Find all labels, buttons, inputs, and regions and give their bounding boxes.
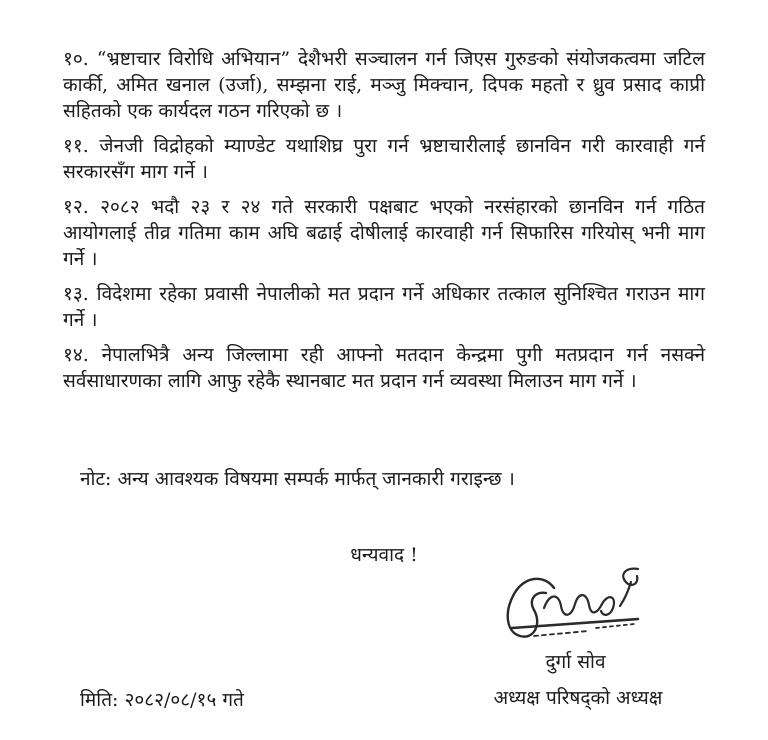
signature-underline [512,619,638,628]
signature-stroke [601,597,614,615]
paragraph-14: १४. नेपालभित्रै अन्य जिल्लामा रही आफ्नो मतदान केन्द्रमा पुगी मतप्रदान गर्न नसक्ने सर्वसाधारणका लागि आफु रहेकै स्थानबाट मत प्रदान गर्न व्यवस्था मिलाउन माग गर्ने । [63,344,705,392]
signatory-name: दुर्गा सोव [545,651,606,673]
document-body [63,46,705,403]
signature-dashes [534,631,588,636]
paragraph-10: १०. “भ्रष्टाचार विरोधि अभियान” देशैभरी सञ्चालन गर्न जिएस गुरुङको संयोजकत्वमा जटिल कार्की, अमित खनाल (उर्जा), सम्झना राई, मञ्जु मिक्चान, दिपक महतो र ध्रुव प्रसाद काप्री सहितको एक कार्यदल गठन गरिएको छ । [63,48,705,122]
date-line: मिति: २०८२/०८/१५ गते [80,689,244,711]
thanks-line: धन्यवाद ! [350,544,418,566]
paragraph-12: १२. २०८२ भदौ २३ र २४ गते सरकारी पक्षबाट भएको नरसंहारको छानविन गर्न गठित आयोगलाई तीव्र गतिमा काम अघि बढाई दोषीलाई कारवाही गर्न सिफारिस गरियोस् भनी माग गर्ने । [63,196,705,270]
signatory-designation: अध्यक्ष परिषद्को अध्यक्ष [493,687,663,709]
note-line: नोट: अन्य आवश्यक विषयमा सम्पर्क मार्फत् जानकारी गराइन्छ । [80,468,515,490]
handwritten-signature [498,566,663,651]
paragraph-11: ११. जेनजी विद्रोहको म्याण्डेट यथाशिघ्र पुरा गर्न भ्रष्टाचारीलाई छानविन गरी कारवाही गर्न सरकारसँग माग गर्ने । [63,135,705,183]
signature-stroke [620,569,638,606]
signature-stroke [544,595,602,615]
paragraph-13: १३. विदेशमा रहेका प्रवासी नेपालीको मत प्रदान गर्ने अधिकार तत्काल सुनिश्चित गराउन माग गर्ने । [63,283,705,331]
signature-dashes [596,624,634,628]
